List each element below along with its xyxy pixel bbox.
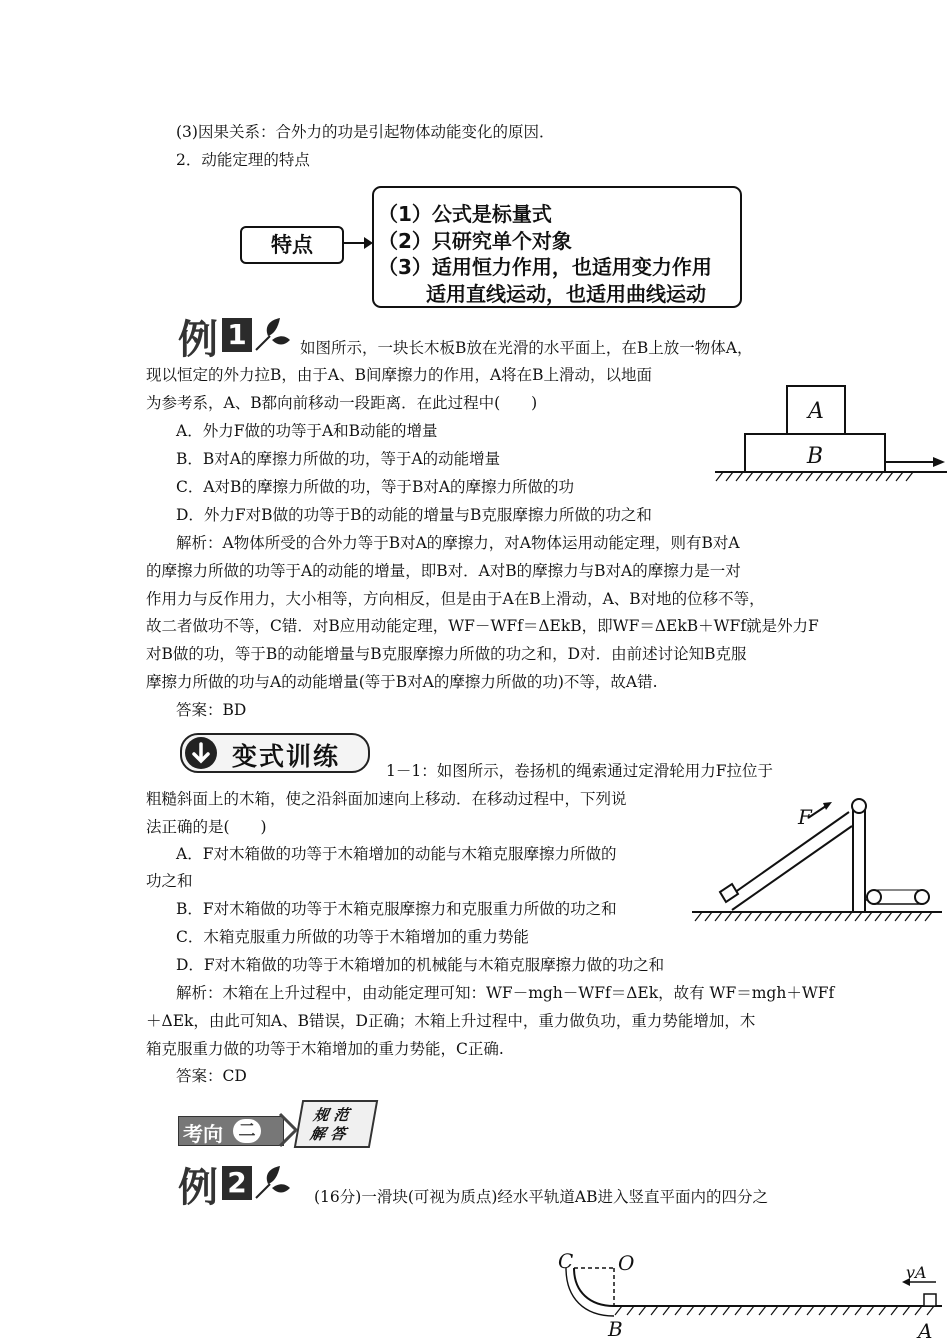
answer: 答案：CD xyxy=(176,1067,247,1085)
incline-figure xyxy=(692,792,944,924)
example-badge-number: 2 xyxy=(222,1166,252,1200)
text-line: 现以恒定的外力拉B，由于A、B间摩擦力的作用，A将在B上滑动，以地面 xyxy=(146,366,653,384)
leaf-icon xyxy=(252,1162,292,1202)
feature-item: 适用直线运动，也适用曲线运动 xyxy=(426,282,706,306)
feature-items-box xyxy=(372,186,742,308)
option-a-cont: 功之和 xyxy=(146,872,193,890)
example-badge-char: 例 xyxy=(178,1165,218,1211)
track-figure xyxy=(552,1248,950,1344)
feature-label-box: 特点 xyxy=(240,226,344,264)
example-badge-number: 1 xyxy=(222,318,252,352)
practice-banner xyxy=(180,733,370,773)
option-b: B．B对A的摩擦力所做的功，等于A的动能增量 xyxy=(176,450,501,468)
text-line: (3)因果关系：合外力的功是引起物体动能变化的原因． xyxy=(176,123,555,141)
analysis-line: ＋ΔEk，由此可知A、B错误，D正确；木箱上升过程中，重力做负功，重力势能增加，木 xyxy=(146,1012,756,1030)
label-a: A xyxy=(918,1319,933,1343)
label-c: C xyxy=(558,1249,574,1273)
analysis-line: 对B做的功，等于B的动能增量与B克服摩擦力所做的功之和，D对．由前述讨论知B克服 xyxy=(146,645,747,663)
option-c: C．A对B的摩擦力所做的功，等于B对A的摩擦力所做的功 xyxy=(176,478,575,496)
label-velocity: vA xyxy=(906,1263,927,1282)
folder-tag-line-2: 解 答 xyxy=(308,1125,348,1143)
practice-banner-label: 变式训练 xyxy=(232,742,341,771)
folder-tag-line-1: 规 范 xyxy=(312,1106,351,1124)
analysis-line: 摩擦力所做的功与A的动能增量(等于B对A的摩擦力所做的功)不等，故A错. xyxy=(146,673,658,691)
example-1-badge xyxy=(178,312,298,363)
label-f: F xyxy=(798,805,812,829)
label-b: B xyxy=(806,444,824,469)
text-line: (16分)一滑块(可视为质点)经水平轨道AB进入竖直平面内的四分之 xyxy=(314,1188,768,1206)
option-a: A．外力F做的功等于A和B动能的增量 xyxy=(176,422,438,440)
blocks-figure xyxy=(715,384,947,486)
label-o: O xyxy=(618,1251,635,1275)
analysis-line: 解析：A物体所受的合外力等于B对A的摩擦力，对A物体运用动能定理，则有B对A xyxy=(176,534,740,552)
option-d: D．F对木箱做的功等于木箱增加的机械能与木箱克服摩擦力做的功之和 xyxy=(176,956,665,974)
text-line: 如图所示，一块长木板B放在光滑的水平面上，在B上放一物体A， xyxy=(300,339,753,357)
feature-item: （2）只研究单个对象 xyxy=(378,229,572,253)
kaoxiang-number: 二 xyxy=(233,1119,261,1143)
leaf-icon xyxy=(252,314,292,354)
folder-tag xyxy=(294,1100,378,1148)
text-line: 1－1：如图所示，卷扬机的绳索通过定滑轮用力F拉位于 xyxy=(386,762,773,780)
example-2-badge xyxy=(178,1160,298,1211)
example-badge-char: 例 xyxy=(178,317,218,363)
text-line: 法正确的是( ) xyxy=(146,818,267,836)
answer: 答案：BD xyxy=(176,701,247,719)
option-b: B．F对木箱做的功等于木箱克服摩擦力和克服重力所做的功之和 xyxy=(176,900,617,918)
kaoxiang-text: 考向 xyxy=(183,1122,223,1146)
section-2-header xyxy=(178,1094,378,1154)
analysis-line: 解析：木箱在上升过程中，由动能定理可知：WF－mgh－WFf＝ΔEk，故有 WF＝mgh＋WFf xyxy=(176,984,835,1002)
label-b: B xyxy=(608,1317,623,1341)
option-c: C．木箱克服重力所做的功等于木箱增加的重力势能 xyxy=(176,928,529,946)
analysis-line: 的摩擦力所做的功等于A的动能的增量，即B对．A对B的摩擦力与B对A的摩擦力是一对 xyxy=(146,562,741,580)
analysis-line: 作用力与反作用力，大小相等，方向相反，但是由于A在B上滑动，A、B对地的位移不等， xyxy=(146,590,765,608)
label-a: A xyxy=(808,399,824,424)
text-line: 为参考系，A、B都向前移动一段距离．在此过程中( ) xyxy=(146,394,538,412)
down-arrow-icon xyxy=(184,736,218,770)
feature-item: （3）适用恒力作用，也适用变力作用 xyxy=(378,255,712,279)
option-a: A．F对木箱做的功等于木箱增加的动能与木箱克服摩擦力所做的 xyxy=(176,845,617,863)
option-d: D．外力F对B做的功等于B的动能的增量与B克服摩擦力所做的功之和 xyxy=(176,506,652,524)
analysis-line: 箱克服重力做的功等于木箱增加的重力势能，C正确. xyxy=(146,1040,504,1058)
feature-item: （1）公式是标量式 xyxy=(378,202,552,226)
kaoxiang-label xyxy=(178,1116,284,1146)
text-line: 2．动能定理的特点 xyxy=(176,151,310,169)
arrow-icon xyxy=(342,232,374,254)
analysis-line: 故二者做功不等，C错．对B应用动能定理，WF－WFf＝ΔEkB，即WF＝ΔEkB＋WFf就是外力F xyxy=(146,617,819,635)
text-line: 粗糙斜面上的木箱，使之沿斜面加速向上移动．在移动过程中，下列说 xyxy=(146,790,627,808)
